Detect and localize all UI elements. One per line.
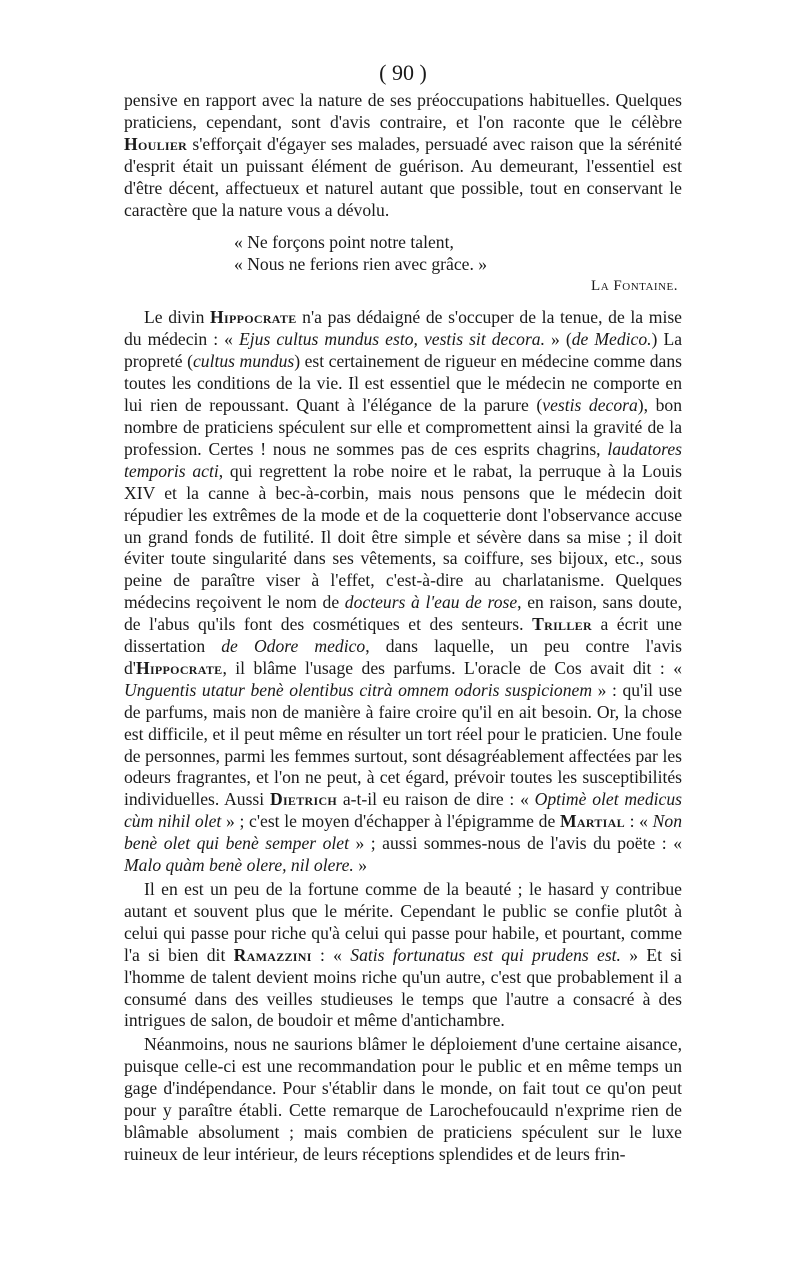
text-run: a écrit une dissertation — [124, 614, 682, 657]
text-run: n'a pas dédaigné de s'occuper de la tenue, de la mise du médecin : « — [124, 307, 682, 350]
text-run: ), bon nombre de praticiens spéculent sur elle et compromettent ainsi la gravité de la profession. Certes ! nous ne sommes pas de ces esprits chagrins, — [124, 395, 683, 459]
text-run: , en raison, sans doute, de l'abus qu'ils font des cosmétiques et des senteurs. — [124, 592, 682, 635]
latin-quote: laudatores temporis acti — [124, 438, 682, 481]
author-name: Triller — [532, 614, 592, 635]
author-name: Martial — [559, 811, 625, 832]
text-run: » ( — [545, 329, 572, 350]
paragraph-2 — [124, 307, 682, 877]
reference: de Medico. — [571, 329, 652, 350]
page-number: ( 90 ) — [379, 60, 427, 85]
text-run: , dans laquelle, un peu contre l'avis d' — [124, 636, 682, 678]
author-name: Houlier — [124, 133, 188, 154]
text-run: Le divin — [144, 307, 211, 328]
verse-attribution: La Fontaine. — [591, 278, 678, 295]
author-name: Hippocrate — [135, 657, 223, 678]
author-name: Hippocrate — [210, 307, 297, 328]
text-run: » — [353, 855, 368, 876]
latin-quote: de Odore medico — [221, 636, 366, 657]
verse-quote — [234, 231, 682, 275]
latin-quote: Ejus cultus mundus esto, vestis sit decora. — [239, 329, 546, 350]
text-run: Néanmoins, nous ne saurions blâmer le déploiement d'une certaine aisance, puisque celle-ci est une recommandation pour le public et en même temps un gage d'indépendance. Pour s'établir dans le monde, on fait tout ce qu'on peut pour y paraître établi. Cette remarque de Larochefoucauld n'exprime rien de blâmable absolument ; mais combien de praticiens spéculent sur le luxe ruineux de leur intérieur, de leurs réceptions splendides et de leurs frin- — [124, 1034, 682, 1164]
text-run: » : qu'il use de parfums, mais non de manière à faire croire qu'il en ait besoin. Or, la chose est difficile, et il peut même en résulter un tort réel pour le praticien. Une foule de personnes, parmi les femmes surtout, sont désagréablement affectées par les odeurs fragrantes, et l'on ne peut, à cet égard, prévoir toutes les susceptibilités individuelles. Aussi — [124, 679, 683, 810]
text-run: » Et si l'homme de talent devient moins riche qu'un autre, c'est que probablement il a consumé dans des veilles studieuses le temps que l'autre a consacré à des intrigues de salon, de boudoir et même d'antichambre. — [124, 944, 682, 1031]
author-name: Ramazzini — [233, 944, 312, 965]
text-run: » ; c'est le moyen d'échapper à l'épigramme de — [221, 811, 560, 832]
text-run: s'efforçait d'égayer ses malades, persuadé avec raison que la sérénité d'esprit était un puissant élément de guérison. Au demeurant, l'essentiel est d'être décent, affectueux et naturel autant que possible, tout en conservant le caractère que la nature vous a dévolu. — [124, 133, 682, 220]
verse-line-1: « Ne forçons point notre talent, — [234, 232, 454, 253]
text-run: ) La propreté ( — [124, 329, 682, 372]
paragraph-4 — [124, 1034, 682, 1165]
italic-phrase: docteurs à l'eau de rose — [344, 592, 518, 613]
latin-quote: Malo quàm benè olere, nil olere. — [124, 855, 354, 876]
text-run: , il blâme l'usage des parfums. L'oracle de Cos avait dit : « — [222, 657, 682, 678]
verse-line-2: « Nous ne ferions rien avec grâce. » — [234, 254, 488, 275]
text-run: : « — [311, 944, 351, 965]
text-run: ) est certainement de rigueur en médecine comme dans toutes les conditions de la vie. Il est essentiel que le médecin ne comporte en lui rien de repoussant. Quant à l'élégance de la parure ( — [124, 351, 682, 416]
latin-quote: Optimè olet medicus cùm nihil olet — [124, 789, 683, 832]
paragraph-3 — [124, 879, 682, 1032]
latin-quote: vestis decora — [542, 395, 638, 416]
text-run: a-t-il eu raison de dire : « — [337, 789, 535, 810]
latin-quote: Satis fortunatus est qui prudens est. — [350, 944, 621, 965]
text-run: Il en est un peu de la fortune comme de la beauté ; le hasard y contribue autant et souvent plus que le mérite. Cependant le public se confie plutôt à celui qui passe pour riche qu'à celui qui passe pour habile, et pourtant, comme l'a si bien dit — [124, 879, 682, 965]
latin-quote: Unguentis utatur benè olentibus citrà omnem odoris suspicionem — [124, 679, 593, 700]
text-run: : « — [624, 811, 653, 832]
author-name: Dietrich — [269, 789, 338, 810]
text-run: , qui regrettent la robe noire et le rabat, la perruque à la Louis XIV et la canne à bec-à-corbin, mais nous pensons que le médecin doit répudier les extrêmes de la mode et de la coquetterie dont l'observance accuse un grand fonds de futilité. Il doit être simple et sévère dans sa mise ; il doit éviter toute singularité dans ses vêtements, sa coiffure, ses bijoux, etc., sous peine de paraître viser à l'effet, c'est-à-dire au charlatanisme. Quelques médecins reçoivent le nom de — [124, 460, 683, 613]
latin-quote: Non benè olet qui benè semper olet — [124, 811, 682, 854]
text-run: pensive en rapport avec la nature de ses préoccupations habituelles. Quelques praticiens, cependant, sont d'avis contraire, et l'on raconte que le célèbre — [124, 90, 682, 132]
text-run: » ; aussi sommes-nous de l'avis du poëte : « — [348, 833, 682, 854]
paragraph-1 — [124, 90, 682, 221]
latin-quote: cultus mundus — [192, 351, 295, 372]
